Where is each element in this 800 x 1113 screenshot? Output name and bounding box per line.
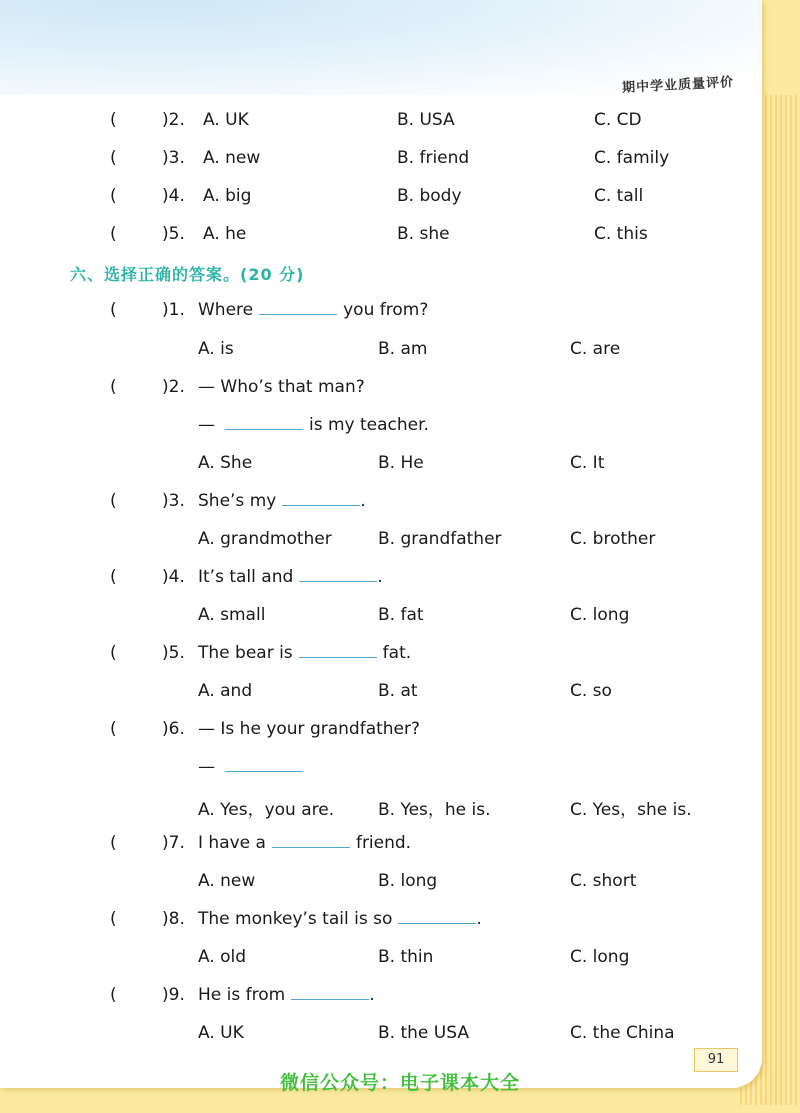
option-b: B. fat — [378, 605, 424, 625]
question-number: )2. — [162, 377, 185, 397]
question-number: )5. — [162, 643, 185, 663]
question-number: )7. — [162, 833, 185, 853]
option-b: B. grandfather — [378, 529, 502, 549]
question-text-after: . — [360, 491, 366, 511]
option-a: A. small — [198, 605, 266, 625]
option-b: B. the USA — [378, 1023, 469, 1043]
answer-blank[interactable] — [282, 491, 360, 506]
paren-left: ( — [110, 833, 117, 853]
paren-left: ( — [110, 909, 117, 929]
option-b: B. am — [378, 339, 428, 359]
question-text-before: He is from — [198, 985, 286, 1005]
paren-left: ( — [110, 300, 117, 320]
dialogue-reply — [198, 415, 429, 435]
dialogue-line: — Is he your grandfather? — [198, 719, 421, 739]
answer-blank[interactable] — [272, 833, 350, 848]
option-a: A. UK — [203, 110, 249, 130]
option-b: B. He — [378, 453, 424, 473]
question-text-after: . — [377, 567, 383, 587]
question-text — [198, 643, 411, 663]
question-text-after: friend. — [355, 833, 412, 853]
option-b: B. she — [397, 224, 450, 244]
paren-left: ( — [110, 985, 117, 1005]
answer-paren[interactable] — [110, 224, 117, 244]
item-number: )3. — [162, 148, 185, 168]
option-c: C. CD — [594, 110, 642, 130]
option-c: C. long — [570, 947, 630, 967]
dialogue-dash: — — [198, 415, 215, 435]
option-a: A. new — [203, 148, 261, 168]
paren-left: ( — [110, 719, 117, 739]
question-text-after: fat. — [382, 643, 412, 663]
answer-paren[interactable] — [110, 833, 117, 853]
question-text-after: is my teacher. — [309, 415, 429, 435]
question-text-before: I have a — [198, 833, 266, 853]
question-number: )8. — [162, 909, 185, 929]
footer-watermark: 微信公众号：电子课本大全 — [279, 1072, 520, 1094]
option-b: B. Yes，he is. — [378, 800, 491, 820]
option-b: B. long — [378, 871, 438, 891]
answer-paren[interactable] — [110, 491, 117, 511]
question-text-before: The monkey’s tail is so — [198, 909, 393, 929]
option-a: A. big — [203, 186, 252, 206]
option-c: C. It — [570, 453, 605, 473]
question-text — [198, 567, 383, 587]
option-a: A. and — [198, 681, 253, 701]
question-number: )3. — [162, 491, 185, 511]
answer-blank[interactable] — [291, 985, 369, 1000]
option-c: C. Yes，she is. — [570, 800, 692, 820]
answer-blank[interactable] — [225, 415, 303, 430]
paren-left: ( — [110, 110, 117, 130]
answer-paren[interactable] — [110, 567, 117, 587]
option-c: C. this — [594, 224, 648, 244]
option-a: A. She — [198, 453, 253, 473]
option-b: B. body — [397, 186, 462, 206]
option-a: A. Yes，you are. — [198, 800, 335, 820]
answer-blank[interactable] — [398, 909, 476, 924]
answer-paren[interactable] — [110, 377, 117, 397]
answer-blank[interactable] — [225, 757, 303, 772]
question-number: )4. — [162, 567, 185, 587]
paren-left: ( — [110, 491, 117, 511]
question-text-before: The bear is — [198, 643, 293, 663]
question-number: )6. — [162, 719, 185, 739]
answer-blank[interactable] — [299, 643, 377, 658]
question-text-after: . — [369, 985, 375, 1005]
question-text-before: It’s tall and — [198, 567, 294, 587]
option-a: A. old — [198, 947, 247, 967]
item-number: )2. — [162, 110, 185, 130]
page-header-title: 期中学业质量评价 — [621, 75, 735, 96]
question-text — [198, 985, 375, 1005]
dialogue-dash: — — [198, 757, 215, 777]
option-c: C. short — [570, 871, 637, 891]
option-c: C. tall — [594, 186, 644, 206]
option-c: C. so — [570, 681, 612, 701]
paren-left: ( — [110, 643, 117, 663]
paren-left: ( — [110, 186, 117, 206]
paren-left: ( — [110, 148, 117, 168]
paren-left: ( — [110, 567, 117, 587]
question-text — [198, 300, 428, 320]
option-c: C. the China — [570, 1023, 675, 1043]
question-text — [198, 833, 411, 853]
answer-paren[interactable] — [110, 148, 117, 168]
option-a: A. new — [198, 871, 256, 891]
option-b: B. at — [378, 681, 418, 701]
answer-blank[interactable] — [259, 300, 337, 315]
option-c: C. brother — [570, 529, 656, 549]
answer-paren[interactable] — [110, 186, 117, 206]
question-text-after: . — [476, 909, 482, 929]
option-c: C. are — [570, 339, 621, 359]
option-b: B. USA — [397, 110, 455, 130]
item-number: )4. — [162, 186, 185, 206]
dialogue-line: — Who’s that man? — [198, 377, 365, 397]
question-number: )1. — [162, 300, 185, 320]
answer-paren[interactable] — [110, 985, 117, 1005]
section-title: 六、选择正确的答案。(20 分) — [70, 265, 305, 284]
option-a: A. he — [203, 224, 247, 244]
dialogue-reply — [198, 757, 309, 777]
question-text-after: you from? — [343, 300, 429, 320]
question-text-before: She’s my — [198, 491, 277, 511]
paren-left: ( — [110, 224, 117, 244]
paren-left: ( — [110, 377, 117, 397]
item-number: )5. — [162, 224, 185, 244]
question-number: )9. — [162, 985, 185, 1005]
answer-paren[interactable] — [110, 909, 117, 929]
question-text-before: Where — [198, 300, 254, 320]
answer-paren[interactable] — [110, 300, 117, 320]
option-a: A. is — [198, 339, 234, 359]
answer-paren[interactable] — [110, 719, 117, 739]
page-number: 91 — [694, 1048, 738, 1072]
option-c: C. family — [594, 148, 670, 168]
option-b: B. thin — [378, 947, 434, 967]
option-c: C. long — [570, 605, 630, 625]
answer-paren[interactable] — [110, 643, 117, 663]
option-b: B. friend — [397, 148, 470, 168]
option-a: A. UK — [198, 1023, 244, 1043]
answer-paren[interactable] — [110, 110, 117, 130]
option-a: A. grandmother — [198, 529, 332, 549]
question-text — [198, 909, 482, 929]
answer-blank[interactable] — [299, 567, 377, 582]
question-text — [198, 491, 366, 511]
